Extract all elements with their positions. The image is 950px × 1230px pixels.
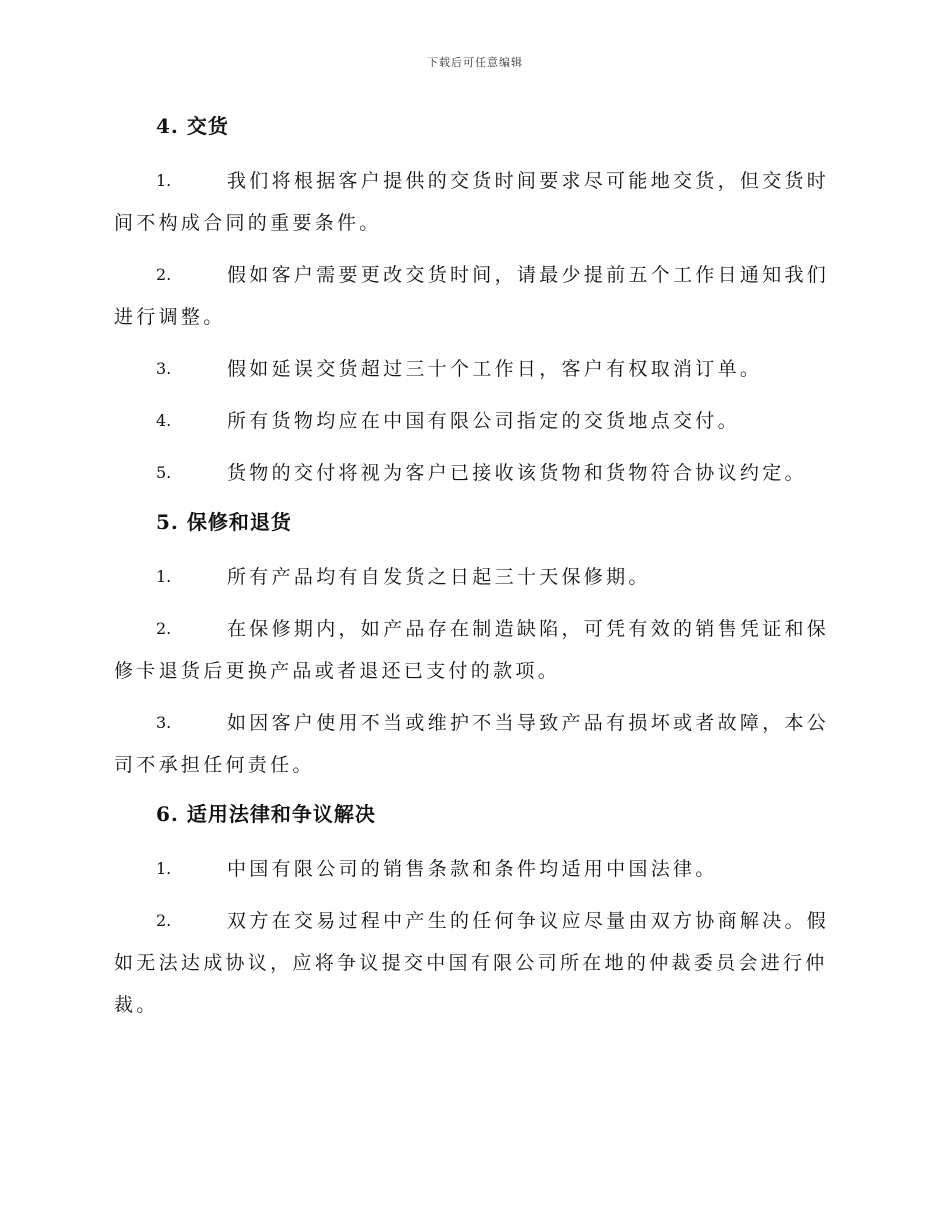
clause-text: 中国有限公司的销售条款和条件均适用中国法律。 — [227, 858, 718, 880]
clause-number: 2. — [156, 911, 172, 930]
clause-text: 如因客户使用不当或维护不当导致产品有损坏或者故障，本公司不承担任何责任。 — [114, 712, 830, 776]
clause-6-2 — [114, 900, 834, 1026]
clause-number: 3. — [156, 713, 172, 732]
clause-number: 1. — [156, 567, 172, 586]
clause-text: 所有产品均有自发货之日起三十天保修期。 — [227, 566, 651, 588]
clause-text: 假如延误交货超过三十个工作日，客户有权取消订单。 — [227, 358, 763, 380]
clause-number: 1. — [156, 859, 172, 878]
page-header: 下载后可任意编辑 — [427, 56, 523, 69]
clause-text: 假如客户需要更改交货时间，请最少提前五个工作日通知我们进行调整。 — [114, 264, 830, 328]
clause-4-2 — [114, 254, 834, 338]
clause-5-3 — [114, 702, 834, 786]
clause-text: 双方在交易过程中产生的任何争议应尽量由双方协商解决。假如无法达成协议，应将争议提交中国有限公司所在地的仲裁委员会进行仲裁。 — [114, 910, 830, 1016]
section-heading-warranty: 5. 保修和退货 — [156, 510, 292, 534]
clause-text: 我们将根据客户提供的交货时间要求尽可能地交货，但交货时间不构成合同的重要条件。 — [114, 170, 830, 234]
clause-6-1 — [114, 848, 834, 890]
clause-text: 货物的交付将视为客户已接收该货物和货物符合协议约定。 — [227, 462, 807, 484]
clause-4-5 — [114, 452, 834, 494]
clause-5-1 — [114, 556, 834, 598]
clause-number: 3. — [156, 359, 172, 378]
clause-5-2 — [114, 608, 834, 692]
clause-4-3 — [114, 348, 834, 390]
section-heading-delivery: 4. 交货 — [156, 114, 229, 138]
clause-4-4 — [114, 400, 834, 442]
clause-4-1 — [114, 160, 834, 244]
clause-text: 所有货物均应在中国有限公司指定的交货地点交付。 — [227, 410, 740, 432]
clause-number: 4. — [156, 411, 172, 430]
clause-text: 在保修期内，如产品存在制造缺陷，可凭有效的销售凭证和保修卡退货后更换产品或者退还已支付的款项。 — [114, 618, 830, 682]
clause-number: 2. — [156, 619, 172, 638]
clause-number: 2. — [156, 265, 172, 284]
document-body — [114, 108, 834, 1036]
clause-number: 1. — [156, 171, 172, 190]
clause-number: 5. — [156, 463, 172, 482]
section-heading-law: 6. 适用法律和争议解决 — [156, 802, 376, 826]
